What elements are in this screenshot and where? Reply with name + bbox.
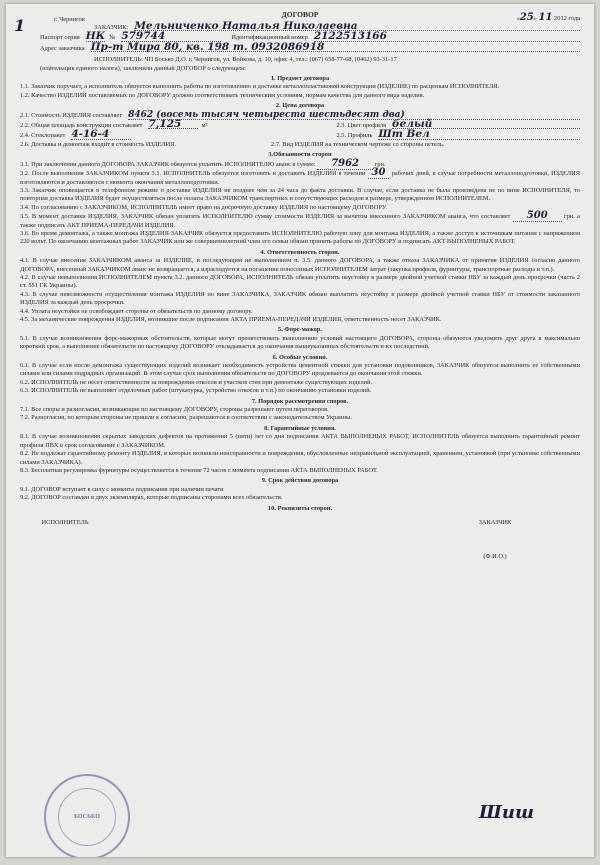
- client-signature: Шиш: [479, 802, 534, 823]
- specs-left: [20, 120, 337, 141]
- glass-label: 2.4. Стеклопакет: [20, 132, 66, 140]
- clause-3-2-text-2: рабочих дней, в случае потребности металлоподготовки, ИЗДЕЛИЯ изготовляются и доставляются с момента окончания металлоподготовки.: [20, 170, 580, 186]
- color-label: 2.3. Цвет профиля: [336, 122, 387, 130]
- executor-label: ИСПОЛНИТЕЛЬ: [41, 518, 89, 526]
- area-value: 7,125: [148, 120, 198, 129]
- clause-4-2: 4.2. В случае невыполнения ИСПОЛНИТЕЛЕМ пункта 3.2. данного ДОГОВОРА, ИСПОЛНИТЕЛЬ обязан уплатить неустойку в размере двойной учетной ставки НБУ за каждый день просрочки (часть 2 ст. 551 ГК Украины).: [20, 273, 580, 290]
- date-day: 25: [519, 12, 534, 23]
- executor-line: ИСПОЛНИТЕЛЬ: ЧП Босько Д.О. г. Чернигов, ул. Войкова, д. 10, офис 4, тел.: (067) 658-77-68, (0462) 93-31-17: [94, 56, 397, 64]
- section-5-title: 5. Форс-мажор.: [278, 326, 322, 334]
- clause-4-1: 4.1. В случае внесения ЗАКАЗЧИКОМ аванса за ИЗДЕЛИЕ, и последующим не выполнением п. 3.5. данного ДОГОВОРА, а также отказа ЗАКАЗЧИКА от принятия ИЗДЕЛИЯ согласно данного ДОГОВОРА, внесенный ЗАКАЗЧИКОМ аванс не возвращается, а израсходуется на погашение понесенных ИСПОЛНИТЕЛЕМ затрат (закупка профиля, фурнитуры, транспортные расходы и т.п.).: [20, 257, 580, 273]
- company-stamp: [44, 774, 130, 857]
- clause-1-2: 1.2. Качество ИЗДЕЛИЙ поставляемых по ДОГОВОРУ должно соответствовать техническим условиям, нормам качества для данного вида изделия.: [20, 91, 425, 99]
- date: «25» 11 2012 года: [516, 12, 580, 23]
- clause-9-1: 9.1. ДОГОВОР вступает в силу с момента подписания при наличии печати: [20, 485, 224, 493]
- section-2-title: 2. Цена договора: [275, 102, 325, 110]
- advance-amount: 7962: [317, 158, 373, 170]
- client-label: ЗАКАЗЧИК:: [94, 24, 129, 31]
- section-8-title: 8. Гарантийные условия.: [264, 424, 336, 432]
- section-7-title: 7. Порядок рассмотрения споров.: [251, 397, 349, 405]
- color-value: белый: [392, 120, 580, 129]
- remainder-amount: 500: [513, 210, 562, 222]
- area-label: 2.2. Общая площадь конструкции составляет: [20, 122, 143, 130]
- document-title: ДОГОВОР: [281, 10, 319, 19]
- address-label: Адрес заказчика: [40, 44, 85, 52]
- clause-8-2: 8.2. Не подлежат гарантийному ремонту ИЗДЕЛИЯ, в которых возникли неисправности и повреждения, обусловленные неправильной эксплуатацией, хранением, установкой (при установке собственными силами ЗАКАЗЧИКА).: [20, 450, 580, 466]
- section-6-title: 6. Особые условия.: [272, 353, 328, 361]
- profile-row: [337, 130, 580, 140]
- address-row: [20, 40, 580, 53]
- notes-cols: [20, 141, 580, 149]
- delivery-note: 2.6. Доставка и демонтаж входит в стоимость ИЗДЕЛИЯ.: [20, 140, 177, 148]
- clause-1-1: 1.1. Заказчик поручает, а исполнитель обязуется выполнить работы по изготовлению и доставке металлопластиковой конструкции (ИЗДЕЛИЕ) по расценкам ИСПОЛНИТЕЛЯ.: [20, 83, 500, 91]
- clause-3-5: [20, 212, 580, 230]
- clause-3-1-text: 3.1. При заключении данного ДОГОВОРА ЗАКАЗЧИК обязуется уплатить ИСПОЛНИТЕЛЮ аванс в сумме:: [20, 160, 316, 168]
- date-year: 2012 года: [554, 15, 580, 22]
- clause-3-3: 3.3. Заказчик оповещается в телефонном режиме о доставке ИЗДЕЛИЯ не позднее чем за 24 часа до факта доставки. В случае, если доставка не была произведена не по вине ИСПОЛНИТЕЛЯ, то повторная доставка ИЗДЕЛИЯ будет осуществляться после оплаты ЗАКАЗЧИКОМ транспортных и сопутствующих расходов в размере, утвержденном ИСПОЛНИТЕЛЕМ.: [20, 186, 580, 203]
- city: г. Чернигов: [54, 16, 85, 23]
- clause-3-5-text: 3.5. В момент доставки ИЗДЕЛИЯ, ЗАКАЗЧИК обязан уплатить ИСПОЛНИТЕЛЮ сумму стоимости ИЗДЕЛИЯ за вычетом внесенного ЗАКАЗЧИКОМ аванса, что составляет: [20, 213, 511, 221]
- clause-3-1: [20, 157, 580, 169]
- client-label: ЗАКАЗЧИК: [478, 518, 512, 526]
- stamp-center: БОСЬКО: [58, 788, 116, 846]
- clause-4-3: 4.3. В случае невозможности осуществления монтажа ИЗДЕЛИЯ по вине ЗАКАЗЧИКА, ЗАКАЗЧИК обязан выплатить неустойку в размере двойной учетной ставки НБУ от стоимости заказанного ИЗДЕЛИЯ за каждый день просрочки.: [20, 290, 580, 307]
- specs-right: [337, 120, 580, 141]
- date-month: 11: [538, 12, 553, 23]
- section-10-title: 10. Реквизиты сторон.: [267, 504, 333, 512]
- section-3-title: 3.Обязанности сторон: [268, 151, 332, 159]
- id-number: 2122513166: [314, 32, 580, 41]
- passport-number: 579744: [121, 32, 221, 41]
- clause-4-4: 4.4. Уплата неустойки не освобождает стороны от обязательств по данному договору.: [20, 307, 253, 315]
- address-value: Пр-т Мира 80, кв. 198 т. 0932086918: [91, 43, 580, 52]
- color-row: [337, 120, 580, 130]
- clause-6-2: 6.2. ИСПОЛНИТЕЛЬ не несет ответственности за повреждения откосов и участков стен при демонтаже существующих изделий.: [20, 378, 373, 386]
- days-value: 30: [368, 167, 390, 179]
- section-1-title: 1. Предмет договора: [270, 75, 330, 83]
- area-unit: м²: [201, 122, 208, 130]
- glass-row: [20, 130, 337, 140]
- page-mark: 1: [14, 16, 26, 35]
- clause-8-3: 8.3. Бесплатная регулировка фурнитуры осуществляется в течение 72 часов с момента подписания АКТА ВЫПОЛНЕНЫХ РАБОТ.: [20, 466, 378, 474]
- clause-6-3: 6.3. ИСПОЛНИТЕЛЬ не выполняет отделочных работ (штукатурка, устройство откосов и т.п.) по окончанию установки изделий.: [20, 387, 372, 395]
- executor-signature-block: [20, 519, 110, 562]
- price-value: 8462 (восемь тысяч четыреста шестьдесят два): [128, 111, 580, 120]
- price-label: 2.1. Стоимость ИЗДЕЛИЯ составляет: [20, 111, 123, 119]
- clause-4-5: 4.5. За механические повреждения ИЗДЕЛИЯ, возникшие после подписания АКТА ПРИЕМА-ПЕРЕДАЧИ ИЗДЕЛИЯ, ответственность несет ЗАКАЗЧИК.: [20, 316, 442, 323]
- clause-3-2: [20, 169, 580, 187]
- passport-no-label: №: [109, 34, 116, 42]
- view-note: 2.7. Вид ИЗДЕЛИЯ на техническом чертеже со стороны петель.: [271, 140, 445, 148]
- clause-3-5-text-2: грн. а также подписать АКТ ПРИЕМА-ПЕРЕДАЧИ ИЗДЕЛИЯ.: [20, 213, 580, 229]
- clause-7-1: 7.1. Все споры и разногласия, возникающие по настоящему ДОГОВОРУ, стороны разрешают путем переговоров.: [20, 406, 329, 414]
- profile-label: 2.5. Профиль: [336, 132, 373, 140]
- fio-label: (Ф.И.О.): [483, 553, 507, 561]
- clause-3-4: 3.4. По согласованию с ЗАКАЗЧИКОМ, ИСПОЛНИТЕЛЬ имеет право на досрочную доставку ИЗДЕЛИЯ по настоящему ДОГОВОРУ.: [20, 203, 387, 211]
- clause-3-6: 3.6. Во время демонтажа, а также монтажа ИЗДЕЛИЯ ЗАКАЗЧИК обязуется предоставить ИСПОЛНИТЕЛЮ рабочую зону для монтажа ИЗДЕЛИЯ, а также доступ к источникам питания с напряжением 220 вольт. По окончанию монтажных работ ЗАКАЗЧИК или же совершеннолетний член его семьи обязан принять работы по ДОГОВОРУ и подписать АКТ ВЫПОЛНЕНЫХ РАБОТ.: [20, 229, 580, 246]
- clause-7-2: 7.2. Разногласия, по которым стороны не пришли к согласию, разрешаются в соответствии с законодательством Украины.: [20, 414, 352, 422]
- signatures-row: [20, 519, 580, 562]
- clause-5-1: 5.1. В случае возникновения форс-мажорных обстоятельств, которые могут препятствовать выполнению условий настоящего ДОГОВОРА, стороны обязуются уведомить друг друга в максимально короткий срок, а выполнение обязательств по настоящему ДОГОВОРУ откладывается до окончания вышеуказанных обстоятельств и их последствий.: [20, 334, 580, 351]
- passport-series: НК: [85, 30, 106, 43]
- section-9-title: 9. Срок действия договора: [261, 477, 339, 485]
- clause-9-2: 9.2. ДОГОВОР составлен в двух экземплярах, которые подписаны сторонами всех обязательств.: [20, 494, 283, 502]
- id-label: Идентификационный номер: [231, 34, 308, 42]
- clause-3-1-unit: грн.: [374, 160, 386, 168]
- title-row: [20, 8, 580, 22]
- profile-value: Шт Вел: [378, 130, 580, 139]
- section-4-title: 4. Ответственность сторон.: [260, 248, 340, 256]
- glass-value: 4-16-4: [71, 130, 131, 139]
- executor-line-2: (плательщик единого налога), заключили данный ДОГОВОР о следующем:: [40, 64, 246, 72]
- client-name: Мельниченко Наталья Николаевна: [134, 22, 580, 31]
- clause-6-1: 6.1. В случае если после демонтажа существующих изделий возникает необходимость устройства цементной стяжки для установки подоконников, ЗАКАЗЧИК обязуется выполнить ее собственными силами или силами подрядных организаций. В этом случае срок выполнения обязательств по ДОГОВОРУ продлевается до окончания этой стяжки.: [20, 362, 580, 378]
- clause-8-1: 8.1. В случае возникновения скрытых заводских дефектов на протяжении 5 (пяти) лет со дня подписания АКТА ВЫПОЛНЕНЫХ РАБОТ, ИСПОЛНИТЕЛЬ обязуется выполнить гарантийный ремонт профиля ПВХ в срок согласованые с ЗАКАЗЧИКОМ.: [20, 433, 580, 449]
- client-signature-block: [450, 519, 540, 562]
- price-row: [20, 111, 580, 120]
- document-content: [20, 8, 580, 849]
- passport-label: Паспорт серия: [40, 34, 80, 42]
- specs-cols: [20, 120, 580, 141]
- document-sheet: [6, 4, 594, 857]
- area-row: [20, 120, 337, 130]
- clause-3-2-text: 3.2. После выполнения ЗАКАЗЧИКОМ пункта 3.1. ИСПОЛНИТЕЛЬ обязуется изготовить и доставить ИЗДЕЛИЯ в течении: [20, 170, 366, 178]
